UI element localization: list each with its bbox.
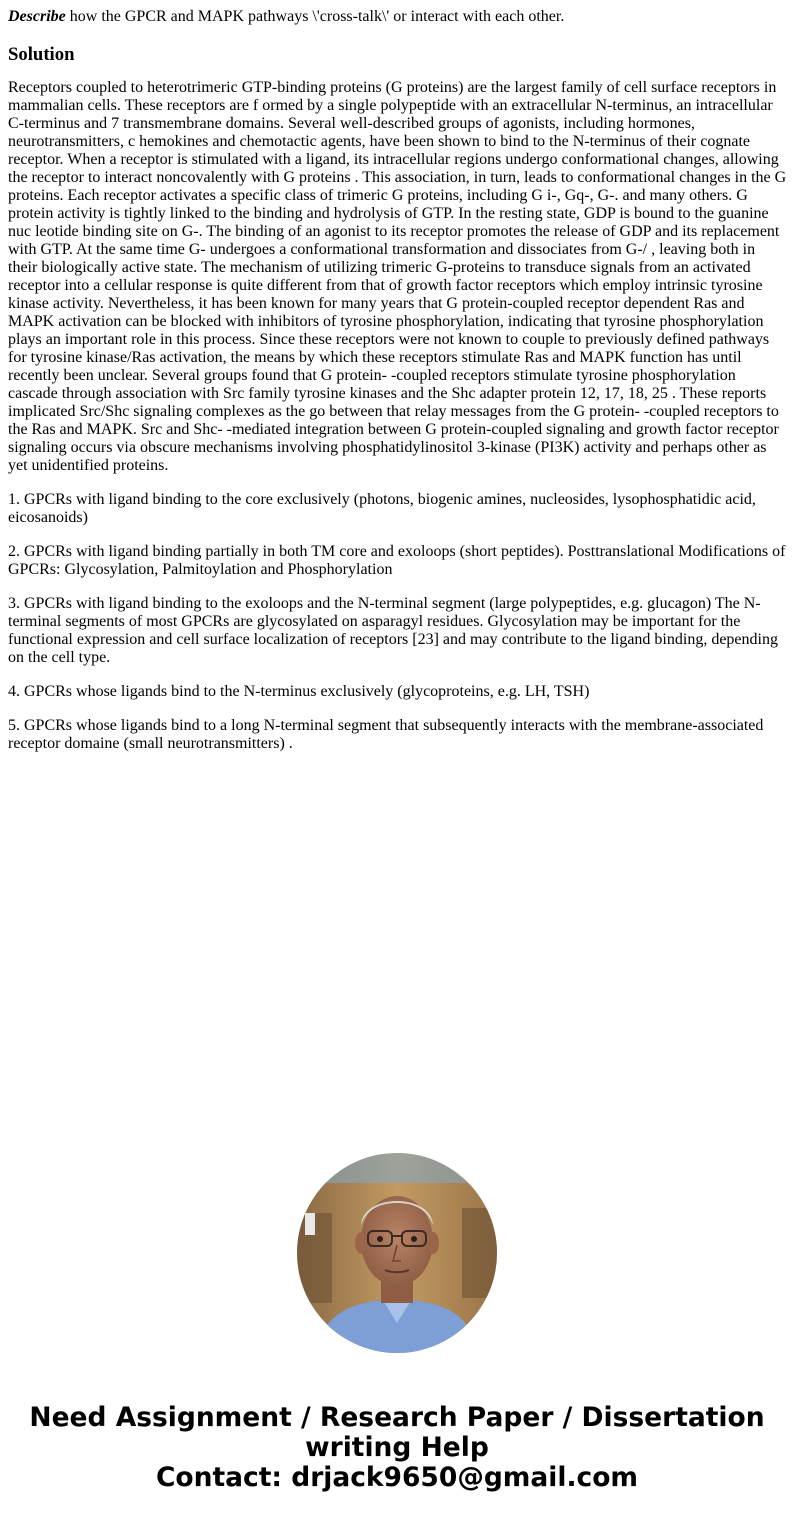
contact-banner: [0, 1403, 794, 1493]
gpcr-class-2: 2. GPCRs with ligand binding partially in both TM core and exoloops (short peptides). Posttranslational Modifications of GPCRs: Glycosylation, Palmitoylation and Phosphorylation: [8, 543, 786, 578]
banner-line-1: Need Assignment / Research Paper / Dissertation: [29, 1402, 765, 1433]
banner-contact-email: Contact: drjack9650@gmail.com: [155, 1462, 639, 1493]
solution-heading: Solution: [8, 44, 75, 65]
gpcr-class-1: 1. GPCRs with ligand binding to the core exclusively (photons, biogenic amines, nucleosides, lysophosphatidic acid, eicosanoids): [8, 491, 756, 526]
solution-paragraph: Receptors coupled to heterotrimeric GTP-binding proteins (G proteins) are the largest family of cell surface receptors in mammalian cells. These receptors are f ormed by a single polypeptide with an extracellular N-terminus, an intracellular C-terminus and 7 transmembrane domains. Several well-described groups of agonists, including hormones, neurotransmitters, c hemokines and chemotactic agents, have been shown to bind to the N-terminus of their cognate receptor. When a receptor is stimulated with a ligand, its intracellular regions undergo conformational changes, allowing the receptor to interact noncovalently with G proteins . This association, in turn, leads to conformational changes in the G proteins. Each receptor activates a specific class of trimeric G proteins, including G i-, Gq-, G-. and many others. G protein activity is tightly linked to the binding and hydrolysis of GTP. In the resting state, GDP is bound to the guanine nuc leotide binding site on G-. The binding of an agonist to its receptor promotes the release of GDP and its replacement with GTP. At the same time G- undergoes a conformational transformation and dissociates from G-/ , leaving both in their biologically active state. The mechanism of utilizing trimeric G-proteins to transduce signals from an activated receptor into a cellular response is quite different from that of growth factor receptors which employ intrinsic tyrosine kinase activity. Nevertheless, it has been known for many years that G protein-coupled receptor dependent Ras and MAPK activation can be blocked with inhibitors of tyrosine phosphorylation, indicating that tyrosine phosphorylation plays an important role in this process. Since these receptors were not known to couple to previously defined pathways for tyrosine kinase/Ras activation, the means by which these receptors stimulate Ras and MAPK function has until recently been unclear. Several groups found that G protein- -coupled receptors stimulate tyrosine phosphorylation cascade through association with Src family tyrosine kinases and the Shc adapter protein 12, 17, 18, 25 . These reports implicated Src/Shc signaling complexes as the go between that relay messages from the G protein- -coupled receptors to the Ras and MAPK. Src and Shc- -mediated integration between G protein-coupled signaling and growth factor receptor signaling occurs via obscure mechanisms involving phosphatidylinositol 3-kinase (PI3K) activity and perhaps other as yet unidentified proteins.: [8, 79, 787, 474]
gpcr-class-3: 3. GPCRs with ligand binding to the exoloops and the N-terminal segment (large polypeptides, e.g. glucagon) The N-terminal segments of most GPCRs are glycosylated on asparagyl residues. Glycosylation may be important for the functional expression and cell surface localization of receptors [23] and may contribute to the ligand binding, depending on the cell type.: [8, 595, 778, 666]
document-body: [8, 8, 787, 769]
gpcr-class-5: 5. GPCRs whose ligands bind to a long N-terminal segment that subsequently interacts with the membrane-associated receptor domaine (small neurotransmitters) .: [8, 717, 764, 752]
question-text: [8, 8, 787, 26]
banner-line-2: writing Help: [305, 1432, 489, 1463]
question-lead: Describe: [8, 8, 66, 25]
author-portrait-image: [297, 1153, 497, 1353]
gpcr-class-4: 4. GPCRs whose ligands bind to the N-terminus exclusively (glycoproteins, e.g. LH, TSH): [8, 683, 590, 700]
question-rest: how the GPCR and MAPK pathways \'cross-talk\' or interact with each other.: [65, 8, 565, 25]
author-avatar: [297, 1153, 497, 1353]
